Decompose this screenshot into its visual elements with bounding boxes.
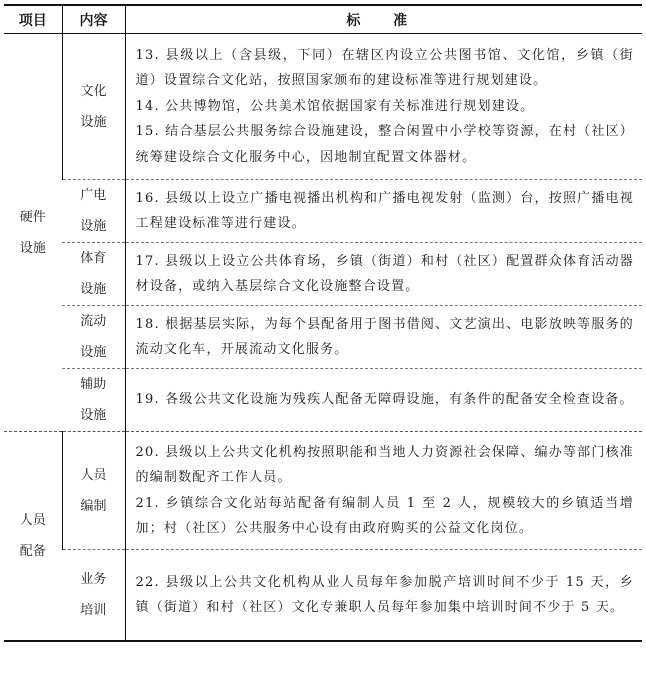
header-project: 项目	[4, 5, 62, 34]
table-row	[4, 306, 642, 369]
header-row	[4, 5, 642, 34]
standard-cell	[125, 550, 642, 642]
standard-item: 18. 根据基层实际，为每个县配备用于图书借阅、文艺演出、电影放映等服务的流动文化车，开展流动文化服务。	[135, 316, 634, 357]
standard-item: 14. 公共博物馆，公共美术馆依据国家有关标准进行规划建设。	[135, 98, 535, 114]
standard-item: 21. 乡镇综合文化站每站配备有编制人员 1 至 2 人，规模较大的乡镇适当增加；村（社区）公共服务中心设有由政府购买的公益文化岗位。	[135, 495, 634, 536]
standard-cell	[125, 432, 642, 550]
standard-item: 13. 县级以上（含县级，下同）在辖区内设立公共图书馆、文化馆，乡镇（街道）设置综合文化站，按照国家颁布的建设标准等进行规划建设。	[135, 47, 634, 89]
standard-item: 17. 县级以上设立公共体育场，乡镇（街道）和村（社区）配置群众体育活动器材设备，或纳入基层综合文化设施整合设置。	[135, 253, 634, 294]
content-broadcast-facilities: 广电 设施	[62, 180, 125, 243]
standard-cell	[125, 34, 642, 180]
content-staff-establishment: 人员 编制	[62, 432, 125, 550]
standards-table	[4, 4, 642, 642]
table-row	[4, 369, 642, 432]
content-auxiliary-facilities: 辅助 设施	[62, 369, 125, 432]
content-sports-facilities: 体育 设施	[62, 243, 125, 306]
standard-cell	[125, 306, 642, 369]
table-row	[4, 550, 642, 642]
standard-item: 15. 结合基层公共服务综合设施建设，整合闲置中小学校等资源，在村（社区）统筹建设综合文化服务中心，因地制宜配置文体器材。	[135, 124, 634, 165]
table-row	[4, 243, 642, 306]
standard-cell	[125, 369, 642, 432]
table-row	[4, 432, 642, 550]
standard-item: 16. 县级以上设立广播电视播出机构和广播电视发射（监测）台，按照广播电视工程建设标准等进行建设。	[135, 190, 634, 231]
table-row	[4, 180, 642, 243]
content-culture-facilities: 文化 设施	[62, 34, 125, 180]
standard-item: 20. 县级以上公共文化机构按照职能和当地人力资源社会保障、编办等部门核准的编制数配齐工作人员。	[135, 444, 634, 485]
content-mobile-facilities: 流动 设施	[62, 306, 125, 369]
standard-item: 19. 各级公共文化设施为残疾人配备无障碍设施，有条件的配备安全检查设备。	[135, 392, 634, 408]
header-standard: 标 准	[125, 5, 642, 34]
category-staffing: 人员 配备	[4, 432, 62, 642]
content-business-training: 业务 培训	[62, 550, 125, 642]
header-content: 内容	[62, 5, 125, 34]
category-hardware: 硬件 设施	[4, 34, 62, 432]
standard-cell	[125, 180, 642, 243]
standard-cell	[125, 243, 642, 306]
table-row	[4, 34, 642, 180]
standard-item: 22. 县级以上公共文化机构从业人员每年参加脱产培训时间不少于 15 天，乡镇（街道）和村（社区）文化专兼职人员每年参加集中培训时间不少于 5 天。	[135, 574, 634, 615]
